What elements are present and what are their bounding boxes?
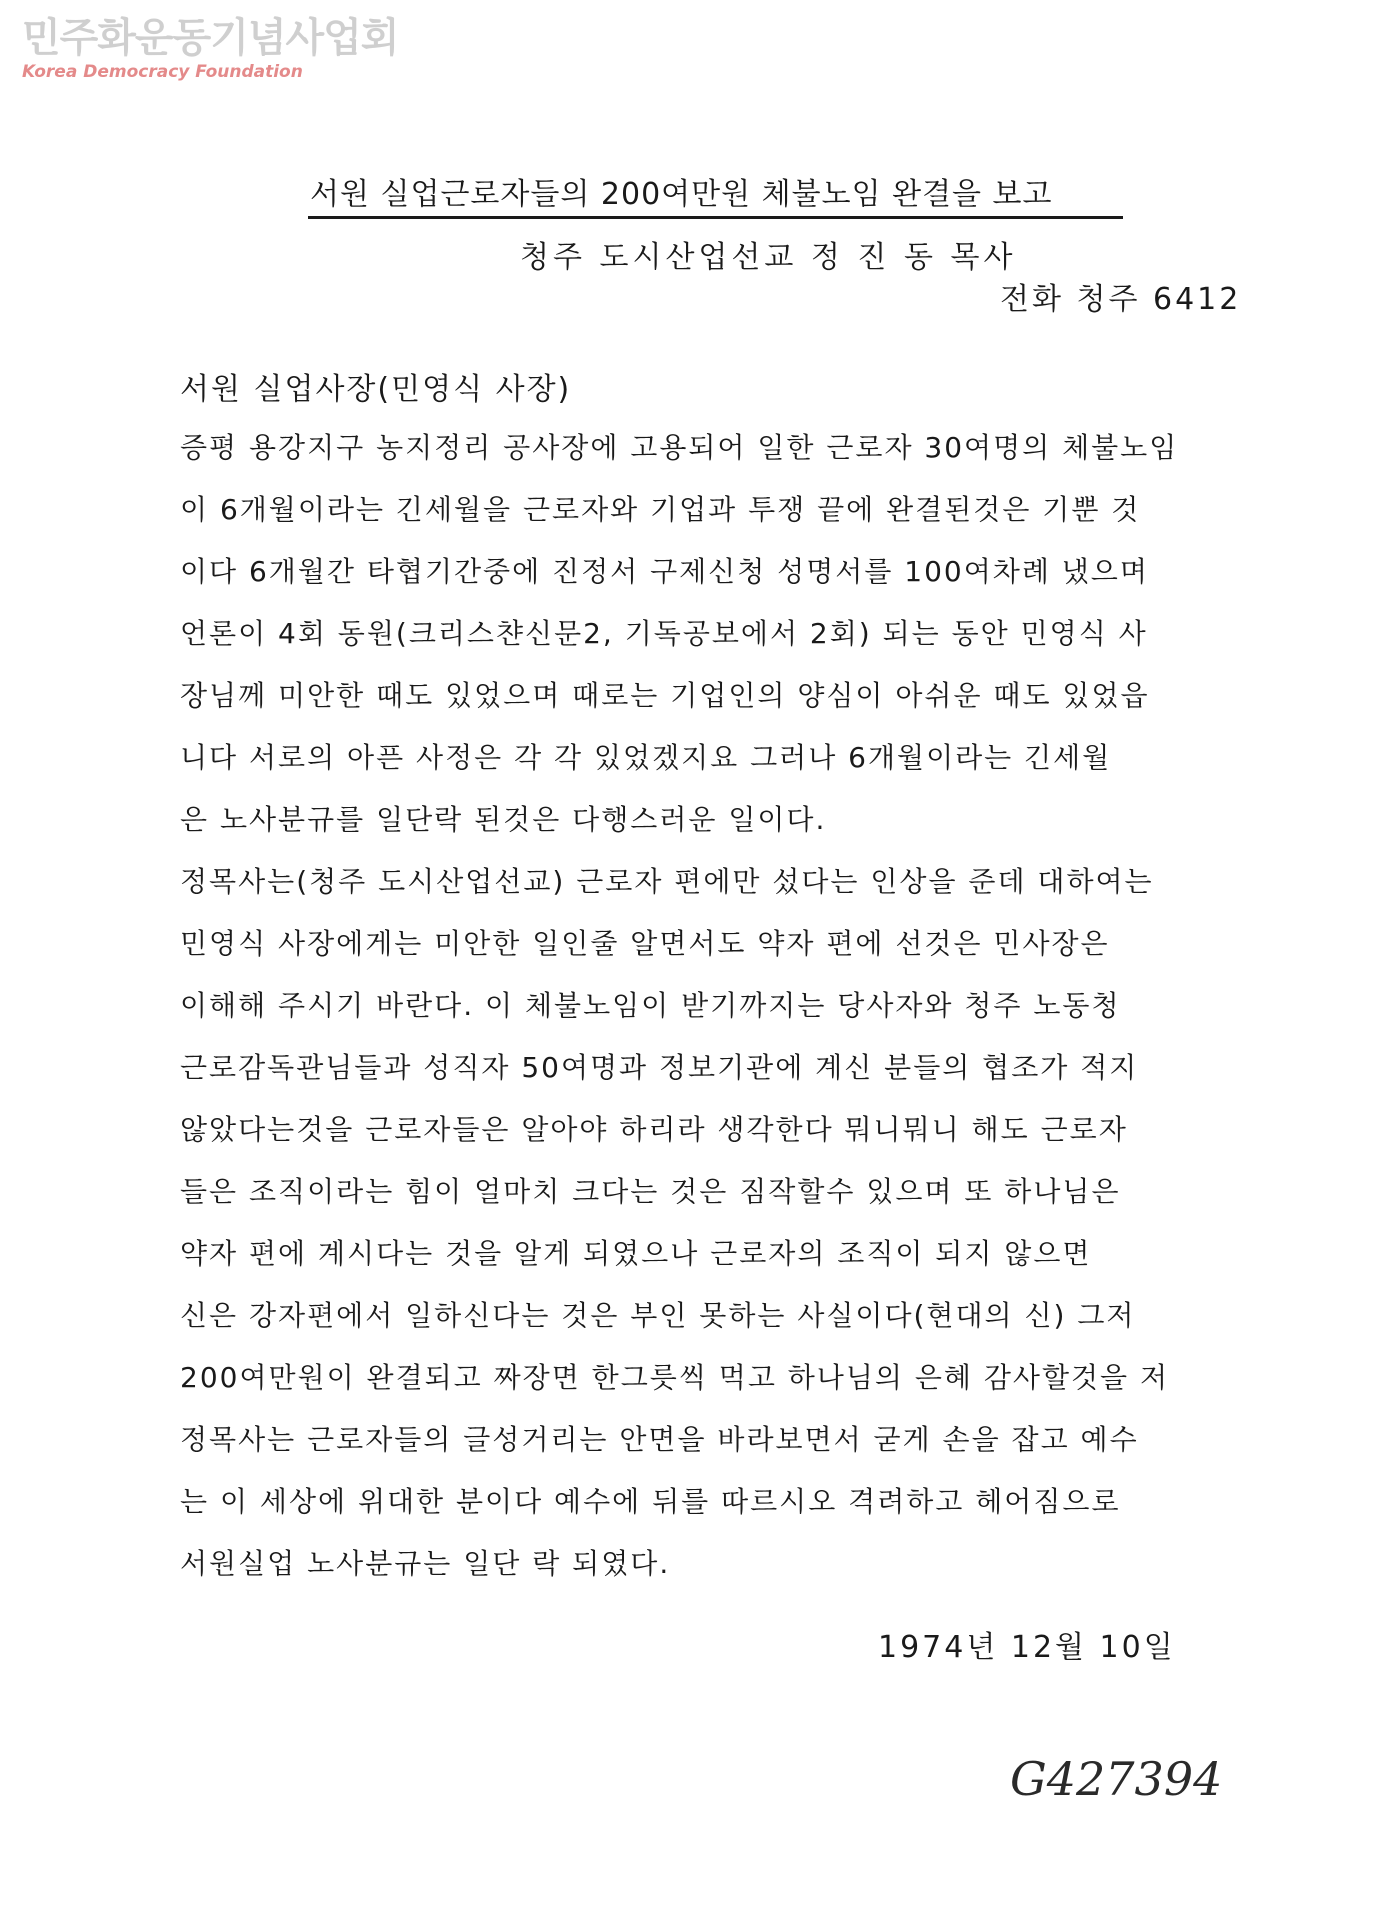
watermark-korean: 민주화운동기념사업회 <box>22 15 399 61</box>
body-line: 약자 편에 계시다는 것을 알게 되였으나 근로자의 조직이 되지 않으면 <box>180 1237 1092 1270</box>
document-author: 청주 도시산업선교 정 진 동 목사 <box>520 240 1017 275</box>
body-line: 니다 서로의 아픈 사정은 각 각 있었겠지요 그러나 6개월이라는 긴세월 <box>180 741 1112 774</box>
body-line: 는 이 세상에 위대한 분이다 예수에 뒤를 따르시오 격려하고 헤어짐으로 <box>180 1485 1121 1518</box>
body-line: 신은 강자편에서 일하신다는 것은 부인 못하는 사실이다(현대의 신) 그저 <box>180 1299 1136 1332</box>
body-line: 은 노사분규를 일단락 된것은 다행스러운 일이다. <box>180 803 827 836</box>
section-heading: 서원 실업사장(민영식 사장) <box>180 372 572 407</box>
body-line: 정목사는 근로자들의 글성거리는 안면을 바라보면서 굳게 손을 잡고 예수 <box>180 1423 1139 1456</box>
body-line: 언론이 4회 동원(크리스챤신문2, 기독공보에서 2회) 되는 동안 민영식 사 <box>180 617 1148 650</box>
body-line: 200여만원이 완결되고 짜장면 한그릇씩 먹고 하나님의 은혜 감사할것을 저 <box>180 1361 1170 1394</box>
document-phone: 전화 청주 6412 <box>1000 282 1242 317</box>
body-line: 이다 6개월간 타협기간중에 진정서 구제신청 성명서를 100여차례 냈으며 <box>180 555 1149 588</box>
watermark <box>22 14 398 82</box>
body-line: 근로감독관님들과 성직자 50여명과 정보기관에 계신 분들의 협조가 적지 <box>180 1051 1139 1084</box>
body-line: 들은 조직이라는 힘이 얼마치 크다는 것은 짐작할수 있으며 또 하나님은 <box>180 1175 1121 1208</box>
body-text <box>180 428 1270 1606</box>
body-line: 민영식 사장에게는 미안한 일인줄 알면서도 약자 편에 선것은 민사장은 <box>180 927 1110 960</box>
body-line: 이해해 주시기 바란다. 이 체불노임이 받기까지는 당사자와 청주 노동청 <box>180 989 1121 1022</box>
archive-number: G427394 <box>1010 1752 1223 1806</box>
document-date: 1974년 12월 10일 <box>878 1630 1176 1665</box>
document-title: 서원 실업근로자들의 200여만원 체불노임 완결을 보고 <box>310 177 1053 212</box>
body-line: 장님께 미안한 때도 있었으며 때로는 기업인의 양심이 아쉬운 때도 있었읍 <box>180 679 1150 712</box>
body-line: 정목사는(청주 도시산업선교) 근로자 편에만 섰다는 인상을 준데 대하여는 <box>180 865 1154 898</box>
body-line: 않았다는것을 근로자들은 알아야 하리라 생각한다 뭐니뭐니 해도 근로자 <box>180 1113 1128 1146</box>
body-line: 서원실업 노사분규는 일단 락 되였다. <box>180 1547 671 1580</box>
body-line: 이 6개월이라는 긴세월을 근로자와 기업과 투쟁 끝에 완결된것은 기뿐 것 <box>180 493 1141 526</box>
watermark-english: Korea Democracy Foundation <box>22 62 303 82</box>
title-underline <box>308 216 1123 219</box>
body-line: 증평 용강지구 농지정리 공사장에 고용되어 일한 근로자 30여명의 체불노임 <box>180 431 1179 464</box>
